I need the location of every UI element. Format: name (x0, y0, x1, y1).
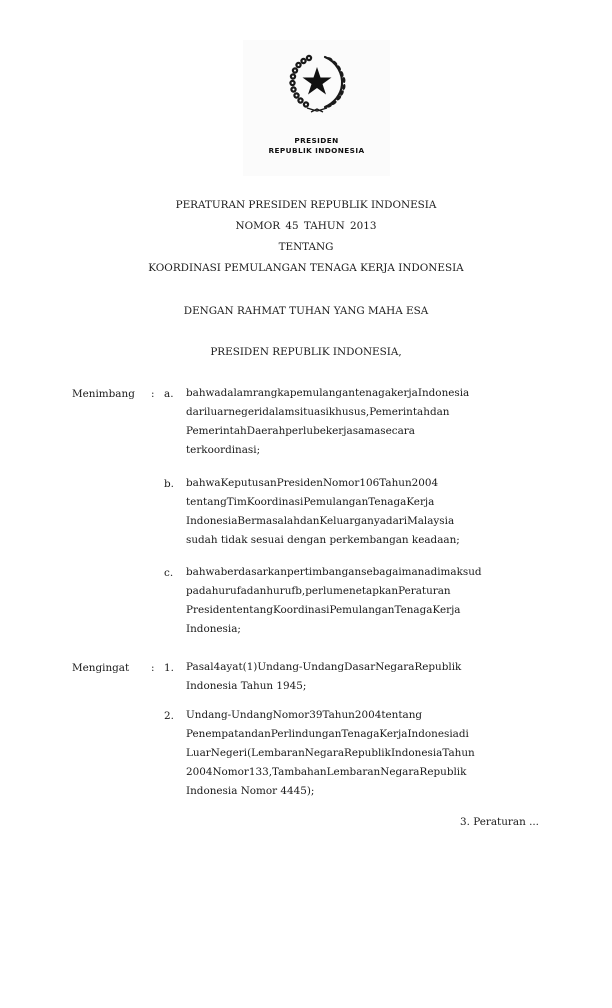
preamble-grace: DENGAN RAHMAT TUHAN YANG MAHA ESA (183, 305, 429, 317)
emblem-caption-president: PRESIDEN (294, 136, 339, 145)
text-line: Indonesia; (186, 623, 241, 635)
text-line: padahurufadanhurufb,perlumenetapkanPeraturan (186, 585, 451, 597)
mengingat-item-1 (186, 658, 539, 696)
mengingat-marker-1: 1. (164, 662, 174, 674)
mengingat-label: Mengingat (72, 662, 130, 674)
menimbang-item-c (186, 563, 539, 639)
mengingat-colon: : (151, 662, 155, 674)
text-line: PemerintahDaerahperlubekerjasamasecara (186, 425, 415, 437)
text-line: sudah tidak sesuai dengan perkembangan keadaan; (186, 534, 460, 546)
menimbang-item-b (186, 474, 539, 550)
text-line: PresidententangKoordinasiPemulanganTenagaKerja (186, 604, 461, 616)
text-line: LuarNegeri(LembaranNegaraRepublikIndonesiaTahun (186, 747, 475, 759)
text-line: Indonesia Tahun 1945; (186, 680, 307, 692)
text-line: IndonesiaBermasalahdanKeluarganyadariMalaysia (186, 515, 455, 527)
menimbang-label: Menimbang (72, 388, 135, 400)
menimbang-marker-c: c. (164, 567, 174, 579)
text-line: tentangTimKoordinasiPemulanganTenagaKerja (186, 496, 435, 508)
menimbang-colon: : (151, 388, 155, 400)
page-continuation: 3. Peraturan ... (460, 816, 539, 828)
menimbang-marker-a: a. (164, 388, 174, 400)
mengingat-marker-2: 2. (164, 710, 174, 722)
text-line: Pasal4ayat(1)Undang-UndangDasarNegaraRepublik (186, 661, 462, 673)
preamble-president: PRESIDEN REPUBLIK INDONESIA, (210, 346, 402, 358)
menimbang-item-a (186, 384, 539, 460)
text-line: PenempatandanPerlindunganTenagaKerjaIndonesiadi (186, 728, 469, 740)
mengingat-item-2 (186, 706, 539, 801)
regulation-subject: KOORDINASI PEMULANGAN TENAGA KERJA INDONESIA (148, 262, 464, 274)
text-line: dariluarnegeridalamsituasikhusus,Pemerintahdan (186, 406, 450, 418)
text-line: bahwaberdasarkanpertimbangansebagaimanadimaksud (186, 566, 482, 578)
menimbang-marker-b: b. (164, 478, 174, 490)
text-line: Undang-UndangNomor39Tahun2004tentang (186, 709, 423, 721)
text-line: bahwaKeputusanPresidenNomor106Tahun2004 (186, 477, 439, 489)
text-line: terkoordinasi; (186, 444, 261, 456)
presidential-emblem (243, 40, 390, 176)
regulation-number: NOMOR 45 TAHUN 2013 (235, 220, 377, 232)
text-line: Indonesia Nomor 4445); (186, 785, 315, 797)
emblem-caption-republic: REPUBLIK INDONESIA (268, 146, 365, 155)
garuda-star-emblem-icon (287, 52, 347, 114)
regulation-title: PERATURAN PRESIDEN REPUBLIK INDONESIA (175, 199, 437, 211)
regulation-tentang: TENTANG (278, 241, 334, 253)
text-line: 2004Nomor133,TambahanLembaranNegaraRepublik (186, 766, 467, 778)
text-line: bahwadalamrangkapemulangantenagakerjaIndonesia (186, 387, 470, 399)
